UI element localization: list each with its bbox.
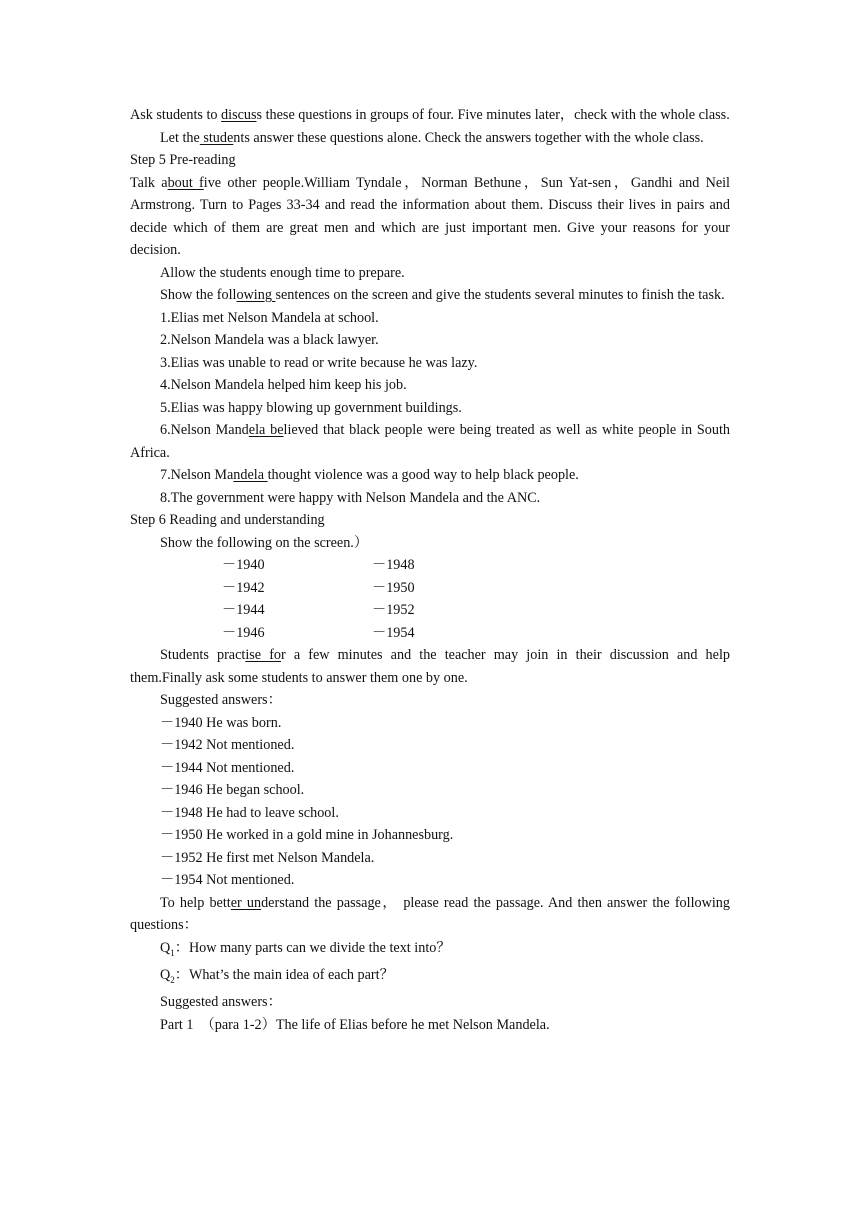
question-2: $Q_2$：What’s the main idea of each part？ bbox=[160, 966, 394, 985]
step-6-heading: Step 6 Reading and understanding bbox=[130, 512, 325, 528]
year-item: －1954 bbox=[372, 624, 415, 641]
underlined-text: ndela bbox=[233, 467, 268, 483]
year-grid bbox=[130, 554, 730, 644]
paragraph-allow-time: Allow the students enough time to prepare. bbox=[160, 264, 405, 281]
answer-item: －1940 He was born. bbox=[160, 714, 282, 731]
step-5-heading: Step 5 Pre-reading bbox=[130, 152, 236, 168]
sentence-6: 6.Nelson Mandela believed that black people were being treated as well as white people in South Africa. bbox=[130, 422, 730, 461]
answer-item: －1950 He worked in a gold mine in Johannesburg. bbox=[160, 827, 454, 843]
paragraph-answer-alone: Let the students answer these questions alone. Check the answers together with the whole class. bbox=[160, 129, 704, 146]
year-item: －1950 bbox=[372, 579, 415, 596]
answer-item: －1942 Not mentioned. bbox=[160, 737, 295, 753]
underlined-text: ise fo bbox=[245, 647, 282, 663]
document-page bbox=[130, 104, 730, 1036]
underlined-text: bout f bbox=[167, 174, 204, 191]
answer-item: －1944 Not mentioned. bbox=[160, 759, 295, 776]
sentence-8: 8.The government were happy with Nelson Mandela and the ANC. bbox=[160, 489, 541, 506]
answer-item: －1948 He had to leave school. bbox=[160, 804, 339, 821]
year-item: －1948 bbox=[372, 557, 415, 573]
year-item: －1940 bbox=[222, 557, 265, 573]
suggested-answers-label: Suggested answers： bbox=[160, 994, 282, 1011]
sentence-4: 4.Nelson Mandela helped him keep his job. bbox=[160, 377, 407, 393]
question-1: $Q_1$：How many parts can we divide the text into？ bbox=[160, 939, 451, 958]
paragraph-show-sentences: Show the following sentences on the screen and give the students several minutes to finish the task. bbox=[160, 287, 725, 303]
answer-item: －1946 He began school. bbox=[160, 782, 305, 798]
answer-item: －1954 Not mentioned. bbox=[160, 872, 295, 888]
paragraph-to-help: To help better understand the passage， please read the passage. And then answer the following questions： bbox=[130, 894, 730, 933]
sentence-3: 3.Elias was unable to read or write because he was lazy. bbox=[160, 354, 478, 371]
underlined-text: owing bbox=[236, 287, 276, 303]
paragraph-practise: Students practise for a few minutes and the teacher may join in their discussion and help them.Finally ask some students to answer them one by one. bbox=[130, 647, 730, 686]
paragraph-discuss: Ask students to discuss these questions in groups of four. Five minutes later，check with the whole class. bbox=[130, 107, 730, 123]
underlined-text: ela be bbox=[248, 422, 284, 438]
underlined-text: er un bbox=[230, 894, 262, 911]
sentence-2: 2.Nelson Mandela was a black lawyer. bbox=[160, 332, 379, 348]
year-item: －1952 bbox=[372, 602, 415, 618]
suggested-answers-label: Suggested answers： bbox=[160, 692, 282, 708]
year-item: －1944 bbox=[222, 602, 265, 618]
paragraph-talk-about: Talk about five other people.William Tyndale，Norman Bethune，Sun Yat-sen，Gandhi and Neil Armstrong. Turn to Pages 33-34 and read the information about them. Discuss their lives in pairs and decide which of them are great men and which are just important men. Give your reasons for your decision. bbox=[130, 174, 730, 258]
year-item: －1946 bbox=[222, 624, 265, 641]
sentence-7: 7.Nelson Mandela thought violence was a good way to help black people. bbox=[160, 467, 579, 483]
sentence-1: 1.Elias met Nelson Mandela at school. bbox=[160, 309, 379, 326]
answer-item: －1952 He first met Nelson Mandela. bbox=[160, 849, 375, 866]
underlined-text: discus bbox=[221, 107, 257, 123]
sentence-5: 5.Elias was happy blowing up government buildings. bbox=[160, 399, 462, 416]
part-1-summary: Part 1 （para 1-2）The life of Elias before he met Nelson Mandela. bbox=[160, 1016, 550, 1033]
paragraph-show-following: Show the following on the screen.） bbox=[160, 534, 369, 551]
year-item: －1942 bbox=[222, 579, 265, 596]
underlined-text: stude bbox=[199, 129, 234, 146]
